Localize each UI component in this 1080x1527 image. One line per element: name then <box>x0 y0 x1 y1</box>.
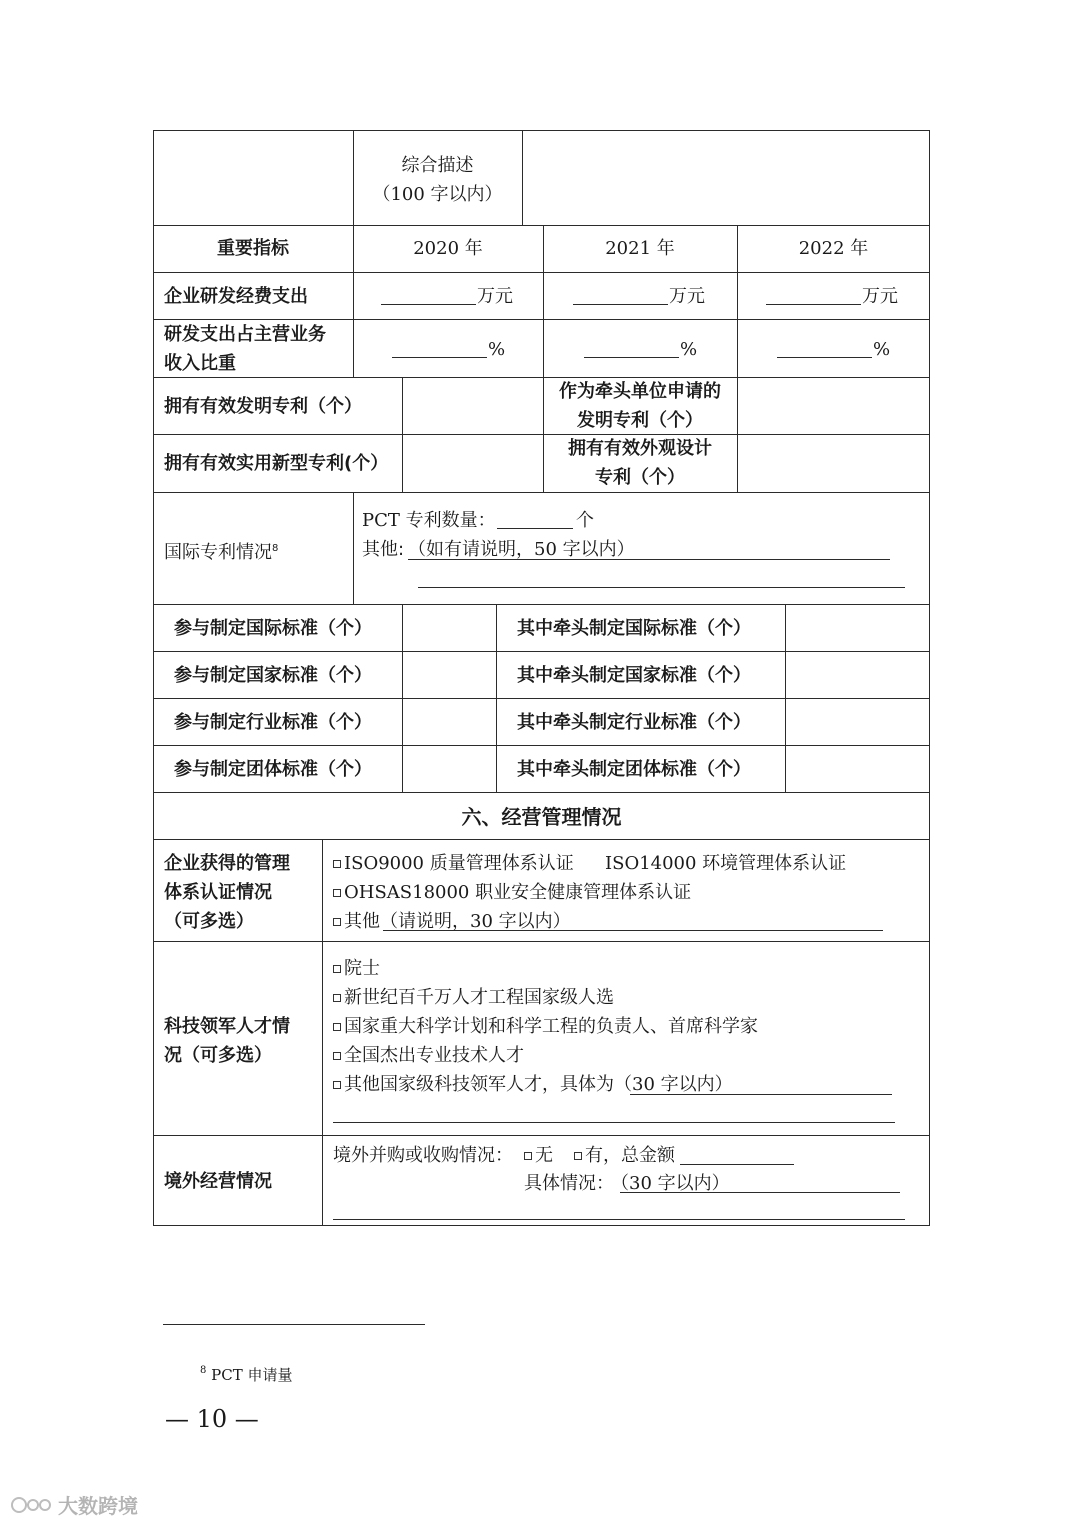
talent-new-century-option[interactable] <box>333 983 614 1012</box>
overseas-detail-hint: （30 字以内） <box>611 1173 730 1194</box>
talent-academician-text: 院士 <box>344 958 380 979</box>
footnote-ref: 8 <box>272 543 279 554</box>
std-intl-input[interactable] <box>405 607 493 648</box>
talent-label <box>164 1012 290 1070</box>
lead-patent-label-line2: 发明专利（个） <box>577 410 703 431</box>
intl-patent-label-text: 国际专利情况 <box>164 542 272 563</box>
col-divider <box>522 130 523 225</box>
std-national-label: 参与制定国家标准（个） <box>174 665 372 686</box>
watermark <box>10 1490 138 1519</box>
checkbox-icon[interactable] <box>333 1052 341 1060</box>
talent-other-input-line2[interactable] <box>333 1122 895 1123</box>
section-title: 六、经营管理情况 <box>461 805 622 829</box>
overseas-label: 境外经营情况 <box>164 1171 272 1192</box>
utility-patent-input[interactable] <box>405 437 540 489</box>
rd-expense-unit: 万元 <box>862 286 898 307</box>
checkbox-icon[interactable] <box>333 860 341 868</box>
talent-academician-option[interactable] <box>333 954 380 983</box>
cert-other-text: 其他 <box>344 911 380 932</box>
row-divider <box>153 651 930 652</box>
overseas-amount-input[interactable] <box>680 1164 794 1165</box>
lead-patent-label <box>543 377 737 435</box>
row-divider <box>153 434 930 435</box>
overseas-ma-label: 境外并购或收购情况： <box>333 1145 513 1166</box>
cert-other-input[interactable] <box>383 930 883 931</box>
row-divider <box>153 225 930 226</box>
checkbox-icon[interactable] <box>333 994 341 1002</box>
std-industry-lead-label: 其中牵头制定行业标准（个） <box>517 712 751 733</box>
checkbox-icon[interactable] <box>574 1152 582 1160</box>
invention-patent-input[interactable] <box>405 380 540 431</box>
invention-patent-label: 拥有有效发明专利（个） <box>164 396 362 417</box>
row-divider <box>153 272 930 273</box>
intl-other-input-line1[interactable] <box>408 559 890 560</box>
pct-count-unit: 个 <box>576 510 594 531</box>
summary-label-line2: （100 字以内） <box>372 184 503 205</box>
row-divider <box>153 941 930 942</box>
std-intl-label: 参与制定国际标准（个） <box>174 618 372 639</box>
overseas-none-text: 无 <box>535 1145 553 1166</box>
summary-label <box>353 151 522 209</box>
overseas-yes-text: 有，总金额 <box>585 1145 675 1166</box>
talent-new-century-text: 新世纪百千万人才工程国家级人选 <box>344 987 614 1008</box>
cert-iso14000-text: ISO14000 环境管理体系认证 <box>605 853 847 874</box>
overseas-detail-label: 具体情况： <box>524 1173 614 1194</box>
utility-patent-label: 拥有有效实用新型专利(个） <box>164 453 389 474</box>
year-2021: 2021 年 <box>605 238 675 259</box>
std-group-lead-label: 其中牵头制定团体标准（个） <box>517 759 751 780</box>
design-patent-label-line2: 专利（个） <box>595 467 685 488</box>
std-industry-label: 参与制定行业标准（个） <box>174 712 372 733</box>
rd-expense-label: 企业研发经费支出 <box>164 286 308 307</box>
std-intl-lead-label: 其中牵头制定国际标准（个） <box>517 618 751 639</box>
cert-ohsas-text: OHSAS18000 职业安全健康管理体系认证 <box>344 882 692 903</box>
cert-iso9000-text: ISO9000 质量管理体系认证 <box>344 853 574 874</box>
footnote-text: PCT 申请量 <box>211 1366 293 1384</box>
mgmt-cert-label-line1: 企业获得的管理 <box>164 853 290 874</box>
std-industry-lead-input[interactable] <box>788 701 926 742</box>
overseas-detail-input-line1[interactable] <box>620 1192 900 1193</box>
talent-label-line2: 况（可多选） <box>164 1045 272 1066</box>
overseas-yes-option[interactable] <box>574 1141 675 1170</box>
row-divider <box>153 792 930 793</box>
talent-other-input-line1[interactable] <box>630 1094 892 1095</box>
row-divider <box>153 839 930 840</box>
talent-chief-scientist-text: 国家重大科学计划和科学工程的负责人、首席科学家 <box>344 1016 758 1037</box>
rd-ratio-label-line1: 研发支出占主营业务 <box>164 324 326 345</box>
footnote-rule <box>163 1324 425 1325</box>
checkbox-icon[interactable] <box>333 918 341 926</box>
checkbox-icon[interactable] <box>524 1152 532 1160</box>
talent-label-line1: 科技领军人才情 <box>164 1016 290 1037</box>
overseas-none-option[interactable] <box>524 1141 553 1170</box>
col-divider <box>402 377 403 492</box>
watermark-text: 大数跨境 <box>58 1494 138 1518</box>
rd-expense-unit: 万元 <box>669 286 705 307</box>
rd-expense-2022-input[interactable] <box>766 304 861 305</box>
summary-label-line1: 综合描述 <box>401 155 474 176</box>
talent-outstanding-option[interactable] <box>333 1041 524 1070</box>
talent-other-hint: （30 字以内） <box>614 1074 733 1095</box>
mgmt-cert-label-line2: 体系认证情况 <box>164 882 272 903</box>
row-divider <box>153 745 930 746</box>
col-divider <box>322 839 323 1226</box>
rd-ratio-label <box>164 320 326 378</box>
std-group-input[interactable] <box>405 748 493 789</box>
cert-iso14000-option[interactable] <box>605 849 846 878</box>
row-divider <box>153 604 930 605</box>
footnote <box>200 1356 293 1390</box>
rd-ratio-label-line2: 收入比重 <box>164 353 236 374</box>
intl-other-input-line2[interactable] <box>418 587 905 588</box>
rd-ratio-unit: % <box>680 339 698 360</box>
rd-ratio-unit: % <box>873 339 891 360</box>
row-divider <box>153 1135 930 1136</box>
rd-ratio-unit: % <box>488 339 506 360</box>
cert-other-option[interactable] <box>333 907 571 936</box>
summary-input[interactable] <box>526 134 926 222</box>
row-divider <box>153 492 930 493</box>
row-divider <box>153 698 930 699</box>
checkbox-icon[interactable] <box>333 1081 341 1089</box>
col-divider <box>353 492 354 604</box>
rd-expense-unit: 万元 <box>477 286 513 307</box>
talent-chief-scientist-option[interactable] <box>333 1012 758 1041</box>
mgmt-cert-label <box>164 849 290 936</box>
lead-patent-label-line1: 作为牵头单位申请的 <box>559 381 721 402</box>
checkbox-icon[interactable] <box>333 1023 341 1031</box>
design-patent-label-line1: 拥有有效外观设计 <box>568 438 712 459</box>
mgmt-cert-label-line3: （可多选） <box>164 911 254 932</box>
talent-other-text: 其他国家级科技领军人才，具体为 <box>344 1074 614 1095</box>
std-group-label: 参与制定团体标准（个） <box>174 759 372 780</box>
rd-ratio-2021-input[interactable] <box>584 357 679 358</box>
intl-other-label: 其他: <box>362 539 405 560</box>
std-national-lead-input[interactable] <box>788 654 926 695</box>
std-group-lead-input[interactable] <box>788 748 926 789</box>
col-divider <box>496 604 497 792</box>
rd-ratio-2022-input[interactable] <box>777 357 872 358</box>
col-divider <box>737 225 738 492</box>
lead-patent-input[interactable] <box>740 380 926 431</box>
checkbox-icon[interactable] <box>333 965 341 973</box>
std-national-input[interactable] <box>405 654 493 695</box>
year-2022: 2022 年 <box>798 238 869 259</box>
std-national-lead-label: 其中牵头制定国家标准（个） <box>517 665 751 686</box>
page-number: — 10 — <box>165 1405 259 1433</box>
checkbox-icon[interactable] <box>333 889 341 897</box>
intl-patent-label <box>164 534 278 567</box>
pct-count-label: PCT 专利数量： <box>362 510 496 531</box>
cert-ohsas-option[interactable] <box>333 878 691 907</box>
indicators-header: 重要指标 <box>217 238 289 259</box>
design-patent-input[interactable] <box>740 437 926 489</box>
watermark-logo-icon <box>10 1494 54 1516</box>
talent-outstanding-text: 全国杰出专业技术人才 <box>344 1045 524 1066</box>
col-divider <box>785 604 786 792</box>
design-patent-label <box>543 434 737 492</box>
rd-expense-2020-input[interactable] <box>381 304 476 305</box>
intl-other-hint: （如有请说明，50 字以内） <box>408 539 635 560</box>
year-2020: 2020 年 <box>413 238 483 259</box>
overseas-detail-input-line2[interactable] <box>333 1219 905 1220</box>
std-industry-input[interactable] <box>405 701 493 742</box>
std-intl-lead-input[interactable] <box>788 607 926 648</box>
pct-count-input[interactable] <box>497 528 573 529</box>
cert-other-hint: （请说明，30 字以内） <box>380 911 571 932</box>
footnote-mark: 8 <box>200 1365 207 1376</box>
rd-ratio-2020-input[interactable] <box>392 357 487 358</box>
cert-iso9000-option[interactable] <box>333 849 574 878</box>
col-divider <box>402 604 403 792</box>
rd-expense-2021-input[interactable] <box>573 304 668 305</box>
